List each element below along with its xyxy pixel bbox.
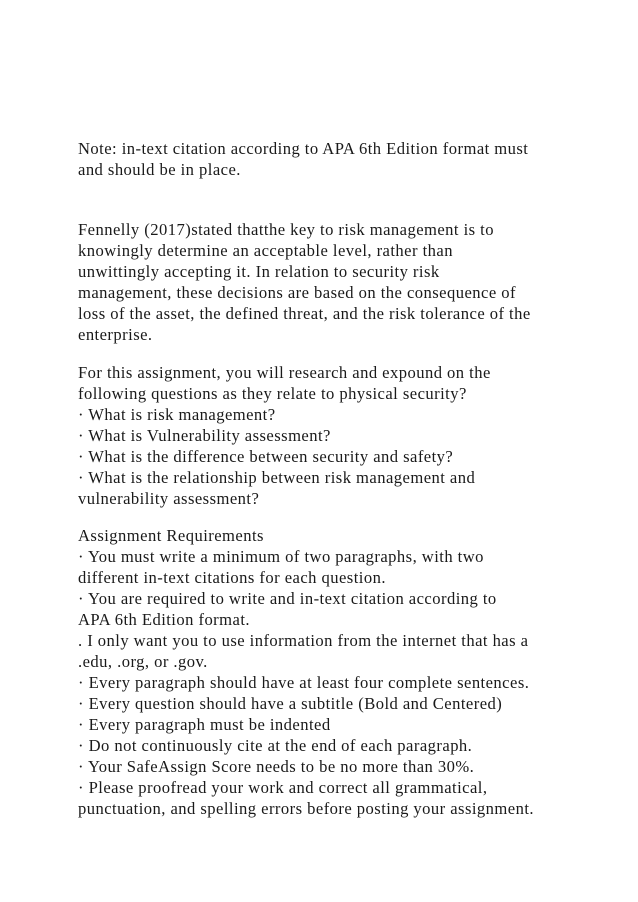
requirement-item: · Do not continuously cite at the end of each paragraph. xyxy=(78,736,473,755)
assignment-line: following questions as they relate to physical security? xyxy=(78,384,467,403)
question-item: · What is Vulnerability assessment? xyxy=(78,426,331,445)
note-paragraph xyxy=(78,138,598,180)
question-item: · What is risk management? xyxy=(78,405,276,424)
intro-line: knowingly determine an acceptable level, rather than xyxy=(78,241,453,260)
requirements-heading: Assignment Requirements xyxy=(78,526,264,545)
note-line: Note: in-text citation according to APA 6th Edition format must xyxy=(78,139,529,158)
intro-line: Fennelly (2017)stated thatthe key to risk management is to xyxy=(78,220,494,239)
requirement-item: · You are required to write and in-text citation according to xyxy=(78,589,497,608)
question-item: vulnerability assessment? xyxy=(78,489,260,508)
requirement-item: · Every question should have a subtitle (Bold and Centered) xyxy=(78,694,503,713)
requirement-item: · You must write a minimum of two paragraphs, with two xyxy=(78,547,484,566)
requirement-item: · Every paragraph should have at least four complete sentences. xyxy=(78,673,530,692)
question-item: · What is the difference between security and safety? xyxy=(78,447,454,466)
requirement-item: APA 6th Edition format. xyxy=(78,610,250,629)
requirement-item: .edu, .org, or .gov. xyxy=(78,652,208,671)
requirement-item: . I only want you to use information from the internet that has a xyxy=(78,631,529,650)
requirement-item: · Every paragraph must be indented xyxy=(78,715,331,734)
requirement-item: punctuation, and spelling errors before posting your assignment. xyxy=(78,799,534,818)
intro-paragraph xyxy=(78,219,598,345)
intro-line: loss of the asset, the defined threat, and the risk tolerance of the xyxy=(78,304,531,323)
intro-line: management, these decisions are based on the consequence of xyxy=(78,283,517,302)
question-item: · What is the relationship between risk management and xyxy=(78,468,476,487)
intro-line: enterprise. xyxy=(78,325,153,344)
note-line: and should be in place. xyxy=(78,160,241,179)
intro-line: unwittingly accepting it. In relation to security risk xyxy=(78,262,440,281)
requirement-item: · Your SafeAssign Score needs to be no more than 30%. xyxy=(78,757,475,776)
assignment-line: For this assignment, you will research and expound on the xyxy=(78,363,491,382)
assignment-paragraph xyxy=(78,362,598,509)
requirement-item: · Please proofread your work and correct all grammatical, xyxy=(78,778,488,797)
requirements-section xyxy=(78,525,598,819)
requirement-item: different in-text citations for each question. xyxy=(78,568,386,587)
